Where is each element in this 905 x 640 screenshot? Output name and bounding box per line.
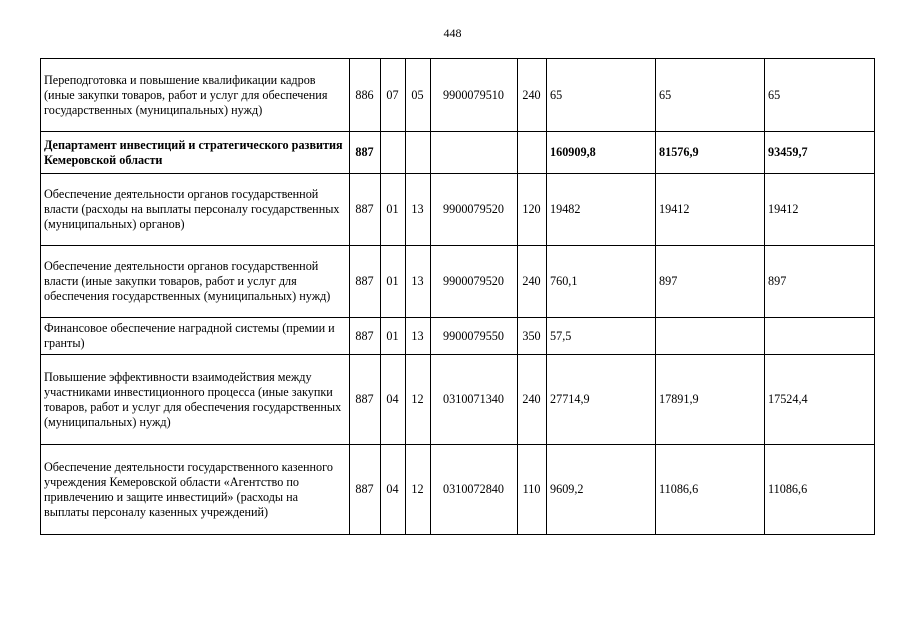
row-vr: 110 bbox=[518, 445, 547, 535]
row-pr: 05 bbox=[406, 59, 431, 132]
row-amount-3: 17524,4 bbox=[765, 355, 875, 445]
row-pr: 13 bbox=[406, 246, 431, 318]
page-number: 448 bbox=[443, 26, 462, 40]
row-amount-3: 897 bbox=[765, 246, 875, 318]
row-rz: 04 bbox=[381, 445, 406, 535]
row-amount-1: 760,1 bbox=[547, 246, 656, 318]
row-amount-1: 160909,8 bbox=[547, 132, 656, 174]
row-ved: 887 bbox=[350, 246, 381, 318]
row-csr bbox=[431, 132, 518, 174]
row-csr: 9900079510 bbox=[431, 59, 518, 132]
row-csr: 0310072840 bbox=[431, 445, 518, 535]
row-amount-1: 65 bbox=[547, 59, 656, 132]
row-pr: 13 bbox=[406, 174, 431, 246]
row-csr: 9900079520 bbox=[431, 246, 518, 318]
row-amount-1: 19482 bbox=[547, 174, 656, 246]
table-row bbox=[41, 355, 875, 445]
row-rz bbox=[381, 132, 406, 174]
row-ved: 887 bbox=[350, 132, 381, 174]
row-ved: 887 bbox=[350, 445, 381, 535]
row-pr: 12 bbox=[406, 445, 431, 535]
table-row bbox=[41, 59, 875, 132]
row-rz: 04 bbox=[381, 355, 406, 445]
row-vr: 240 bbox=[518, 355, 547, 445]
row-ved: 887 bbox=[350, 318, 381, 355]
row-amount-2: 19412 bbox=[656, 174, 765, 246]
row-name: Департамент инвестиций и стратегического развития Кемеровской области bbox=[41, 132, 350, 174]
row-vr: 350 bbox=[518, 318, 547, 355]
row-pr: 13 bbox=[406, 318, 431, 355]
row-name: Обеспечение деятельности государственного казенного учреждения Кемеровской области «Агентство по привлечению и защите инвестиций» (расходы на выплаты персоналу казенных учреждений) bbox=[41, 445, 350, 535]
row-amount-2: 11086,6 bbox=[656, 445, 765, 535]
table-row bbox=[41, 174, 875, 246]
row-amount-2: 17891,9 bbox=[656, 355, 765, 445]
table-row bbox=[41, 246, 875, 318]
row-amount-3: 11086,6 bbox=[765, 445, 875, 535]
row-ved: 886 bbox=[350, 59, 381, 132]
row-amount-3: 19412 bbox=[765, 174, 875, 246]
row-amount-3 bbox=[765, 318, 875, 355]
budget-table bbox=[40, 58, 875, 535]
row-amount-1: 9609,2 bbox=[547, 445, 656, 535]
row-vr: 120 bbox=[518, 174, 547, 246]
row-amount-3: 65 bbox=[765, 59, 875, 132]
row-vr: 240 bbox=[518, 246, 547, 318]
row-pr: 12 bbox=[406, 355, 431, 445]
row-name: Финансовое обеспечение наградной системы (премии и гранты) bbox=[41, 318, 350, 355]
row-name: Обеспечение деятельности органов государственной власти (расходы на выплаты персоналу государственных (муниципальных) органов) bbox=[41, 174, 350, 246]
row-rz: 01 bbox=[381, 318, 406, 355]
row-amount-2: 897 bbox=[656, 246, 765, 318]
table-row bbox=[41, 445, 875, 535]
row-rz: 07 bbox=[381, 59, 406, 132]
row-csr: 9900079550 bbox=[431, 318, 518, 355]
row-amount-2: 81576,9 bbox=[656, 132, 765, 174]
row-name: Переподготовка и повышение квалификации кадров (иные закупки товаров, работ и услуг для обеспечения государственных (муниципальных) нужд) bbox=[41, 59, 350, 132]
row-name: Повышение эффективности взаимодействия между участниками инвестиционного процесса (иные закупки товаров, работ и услуг для обеспечения государственных (муниципальных) нужд) bbox=[41, 355, 350, 445]
row-name: Обеспечение деятельности органов государственной власти (иные закупки товаров, работ и услуг для обеспечения государственных (муниципальных) нужд) bbox=[41, 246, 350, 318]
row-csr: 9900079520 bbox=[431, 174, 518, 246]
row-amount-1: 57,5 bbox=[547, 318, 656, 355]
row-ved: 887 bbox=[350, 355, 381, 445]
table-row bbox=[41, 132, 875, 174]
row-rz: 01 bbox=[381, 246, 406, 318]
row-amount-2 bbox=[656, 318, 765, 355]
row-pr bbox=[406, 132, 431, 174]
row-csr: 0310071340 bbox=[431, 355, 518, 445]
row-amount-2: 65 bbox=[656, 59, 765, 132]
row-amount-3: 93459,7 bbox=[765, 132, 875, 174]
row-ved: 887 bbox=[350, 174, 381, 246]
row-rz: 01 bbox=[381, 174, 406, 246]
row-vr: 240 bbox=[518, 59, 547, 132]
table-row bbox=[41, 318, 875, 355]
row-vr bbox=[518, 132, 547, 174]
row-amount-1: 27714,9 bbox=[547, 355, 656, 445]
